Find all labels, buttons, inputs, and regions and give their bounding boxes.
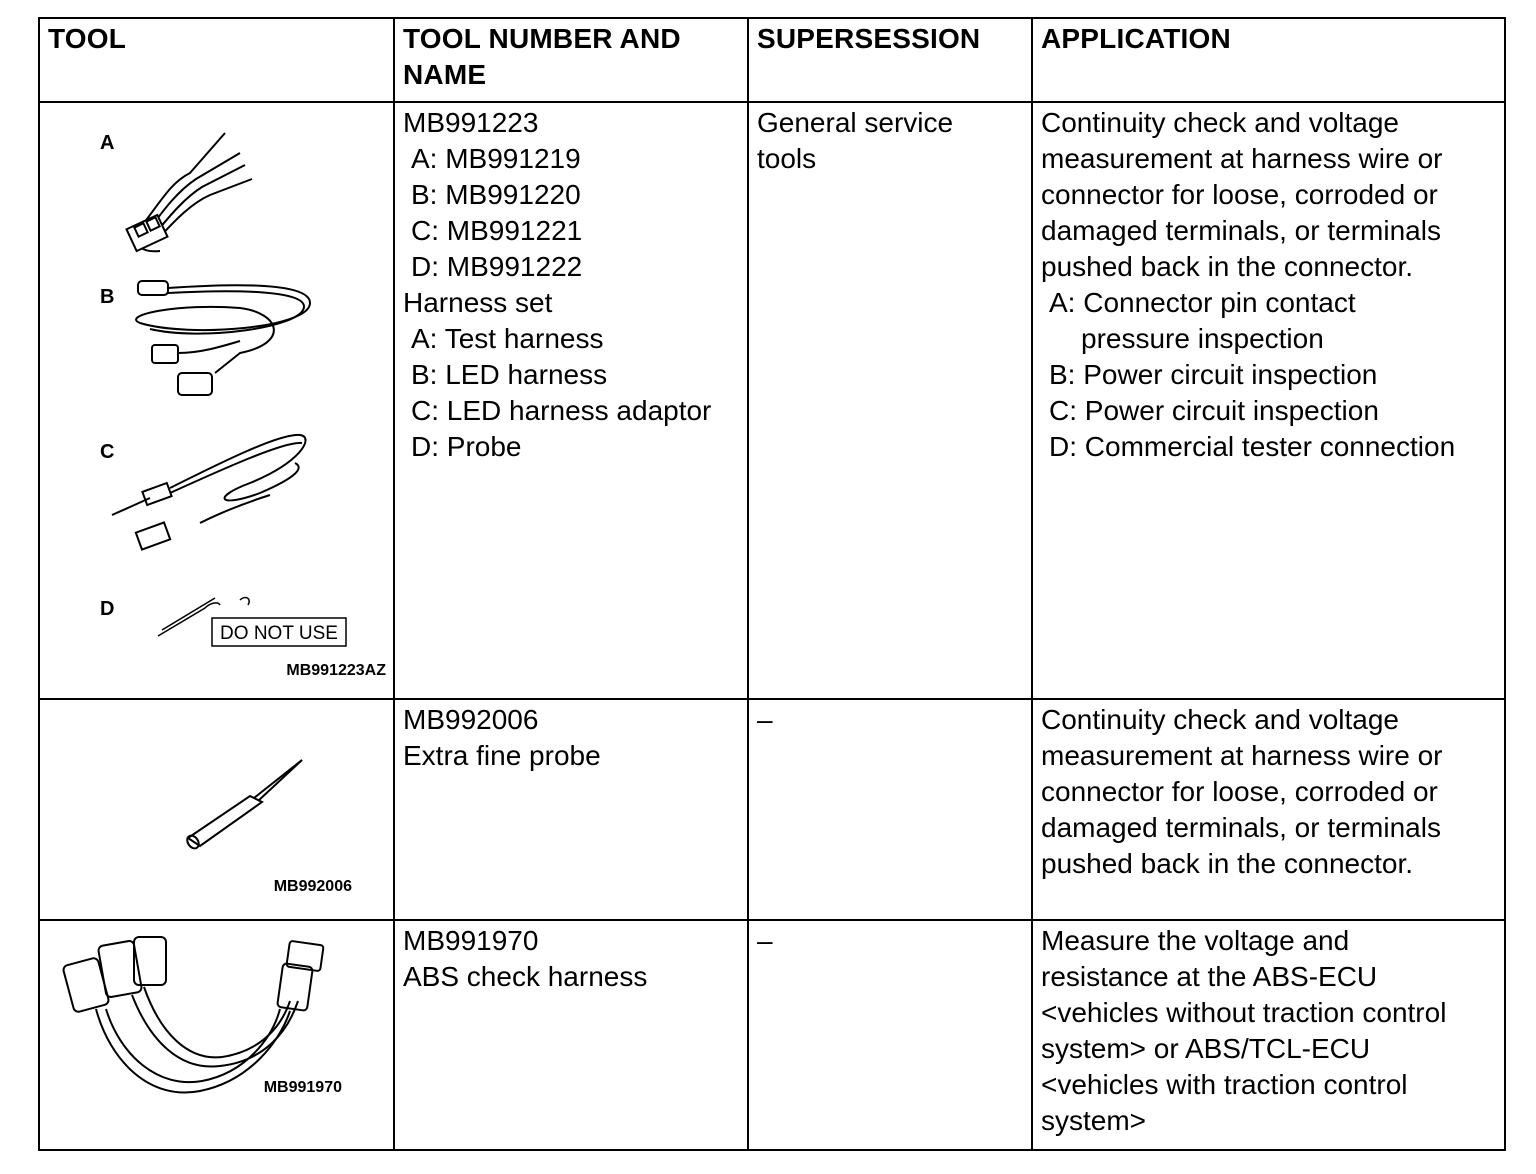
application-cell [1032, 920, 1505, 1150]
application-line: pushed back in the connector. [1041, 848, 1414, 879]
supersession-line: tools [757, 143, 817, 174]
table-row [39, 920, 1505, 1150]
application-line: damaged terminals, or terminals [1041, 215, 1441, 246]
figure-label-b: B [100, 286, 115, 308]
application-line: damaged terminals, or terminals [1041, 812, 1441, 843]
tools-table [38, 17, 1506, 1151]
application-line: Continuity check and voltage [1041, 107, 1399, 138]
supersession-line: – [757, 925, 773, 956]
tool-name: Harness set [403, 287, 553, 318]
tool-number: MB991970 [403, 925, 539, 956]
application-cell [1032, 102, 1505, 699]
application-line: measurement at harness wire or [1041, 143, 1443, 174]
supersession-line: – [757, 704, 773, 735]
harness-set-illustration [40, 103, 395, 696]
application-line: measurement at harness wire or [1041, 740, 1443, 771]
supersession-cell [748, 699, 1032, 920]
abs-check-harness-drawing [62, 937, 323, 1093]
header-tool-number-name: TOOL NUMBER AND NAME [394, 18, 748, 102]
application-line: connector for loose, corroded or [1041, 776, 1438, 807]
extra-fine-probe-illustration [40, 700, 395, 917]
extra-fine-probe-drawing [185, 760, 302, 851]
application-line: Measure the voltage and [1041, 925, 1350, 956]
part-number-a: A: MB991219 [411, 143, 581, 174]
table-row [39, 699, 1505, 920]
figure-label-a: A [100, 132, 115, 154]
header-row [39, 18, 1505, 102]
application-line: Continuity check and voltage [1041, 704, 1399, 735]
application-line: system> or ABS/TCL-ECU [1041, 1033, 1371, 1064]
supersession-cell [748, 102, 1032, 699]
tool-number-cell [394, 102, 748, 699]
application-item-a: A: Connector pin contact [1049, 287, 1356, 318]
application-item-d: D: Commercial tester connection [1049, 431, 1456, 462]
application-line: <vehicles with traction control [1041, 1069, 1408, 1100]
application-item-b: B: Power circuit inspection [1049, 359, 1378, 390]
abs-check-harness-illustration [40, 921, 395, 1147]
part-name-a: A: Test harness [411, 323, 604, 354]
tool-number: MB991223 [403, 107, 539, 138]
part-name-b: B: LED harness [411, 359, 608, 390]
do-not-use-label: DO NOT USE [220, 623, 338, 644]
led-harness-adaptor-drawing [112, 435, 306, 550]
part-number-d: D: MB991222 [411, 251, 583, 282]
application-line: pushed back in the connector. [1041, 251, 1414, 282]
tool-number-cell [394, 920, 748, 1150]
part-name-c: C: LED harness adaptor [411, 395, 712, 426]
part-name-d: D: Probe [411, 431, 522, 462]
supersession-line: General service [757, 107, 954, 138]
tool-figure-cell [39, 102, 394, 699]
application-cell [1032, 699, 1505, 920]
supersession-cell [748, 920, 1032, 1150]
application-item-a-cont: pressure inspection [1081, 323, 1324, 354]
header-application: APPLICATION [1032, 18, 1505, 102]
application-line: resistance at the ABS-ECU [1041, 961, 1378, 992]
test-harness-drawing [127, 133, 252, 251]
led-harness-drawing [136, 281, 310, 395]
tool-figure-cell [39, 920, 394, 1150]
table-row [39, 102, 1505, 699]
figure-code: MB991223AZ [286, 662, 386, 679]
tool-name: ABS check harness [403, 961, 648, 992]
application-line: <vehicles without traction control [1041, 997, 1447, 1028]
tool-number: MB992006 [403, 704, 539, 735]
application-item-c: C: Power circuit inspection [1049, 395, 1379, 426]
figure-code: MB992006 [273, 878, 352, 895]
tool-number-cell [394, 699, 748, 920]
tool-figure-cell [39, 699, 394, 920]
header-tool: TOOL [39, 18, 394, 102]
header-supersession: SUPERSESSION [748, 18, 1032, 102]
application-line: connector for loose, corroded or [1041, 179, 1438, 210]
figure-label-c: C [100, 441, 115, 463]
figure-code: MB991970 [263, 1079, 342, 1096]
figure-label-d: D [100, 598, 115, 620]
application-line: system> [1041, 1105, 1147, 1136]
part-number-b: B: MB991220 [411, 179, 581, 210]
part-number-c: C: MB991221 [411, 215, 583, 246]
tool-name: Extra fine probe [403, 740, 601, 771]
